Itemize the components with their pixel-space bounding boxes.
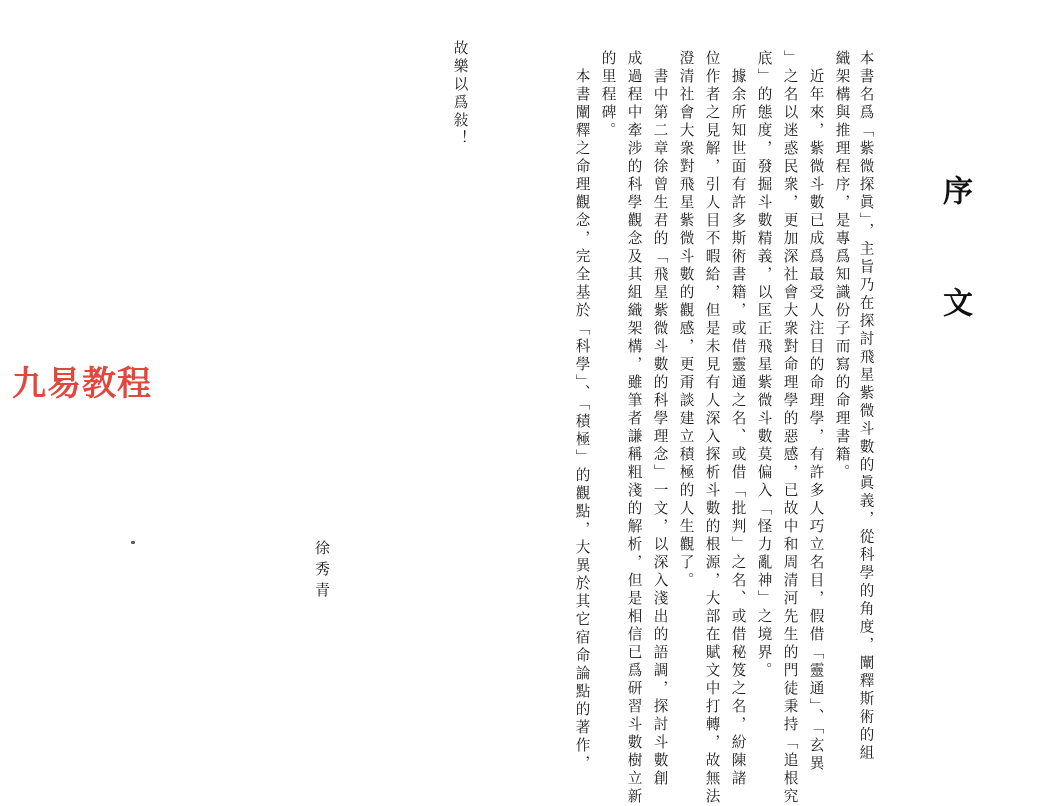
- page-title: 序 文: [937, 175, 972, 343]
- text-column: 的里程碑。: [599, 50, 617, 140]
- text-column: 據余所知世面有許多斯術書籍，或借靈通之名、或借「批判」之名、或借秘笈之名，紛陳諸: [729, 68, 747, 788]
- text-column: 本書闡釋之命理觀念，完全基於「科學」、「積極」的觀點，大異於其它宿命論點的著作，: [573, 68, 591, 774]
- text-column: 澄清社會大衆對飛星紫微斗數的觀感，更甭談建立積極的人生觀了。: [677, 50, 695, 590]
- text-column: 故樂以爲敍！: [451, 40, 469, 148]
- text-column: 本書名爲「紫微探眞」，主旨乃在探討飛星紫微斗數的眞義，從科學的角度，闡釋斯術的組: [857, 50, 875, 763]
- text-column: 位作者之見解，引人目不暇給，但是未見有人深入探析斗數的根源，大部在賦文中打轉，故無法: [703, 50, 721, 806]
- watermark: 九易教程: [12, 364, 152, 404]
- text-column: 成過程中牽涉的科學觀念及其組織架構，雖筆者謙稱粗淺的解析，但是相信已爲研習斗數樹立新: [625, 50, 643, 806]
- scan-speck: [131, 541, 135, 544]
- text-column: 近年來，紫微斗數已成爲最受人注目的命理學，有許多人巧立名目，假借「靈通」、「玄異: [807, 68, 825, 774]
- text-column: 織架構與推理程序，是專爲知識份子而寫的命理書籍。: [833, 50, 851, 482]
- text-column: 」之名以迷惑民衆，更加深社會大衆對命理學的惡感，已故中和周清河先生的門徒秉持「追根究: [781, 50, 799, 806]
- author-signature: 徐秀青: [313, 540, 331, 603]
- text-column: 書中第二章徐曾生君的「飛星紫微斗數的科學理念」一文，以深入淺出的語調，探討斗數創: [651, 68, 669, 788]
- text-column: 底」的態度，發掘斗數精義，以匡正飛星紫微斗數莫偏入「怪力亂神」之境界。: [755, 50, 773, 680]
